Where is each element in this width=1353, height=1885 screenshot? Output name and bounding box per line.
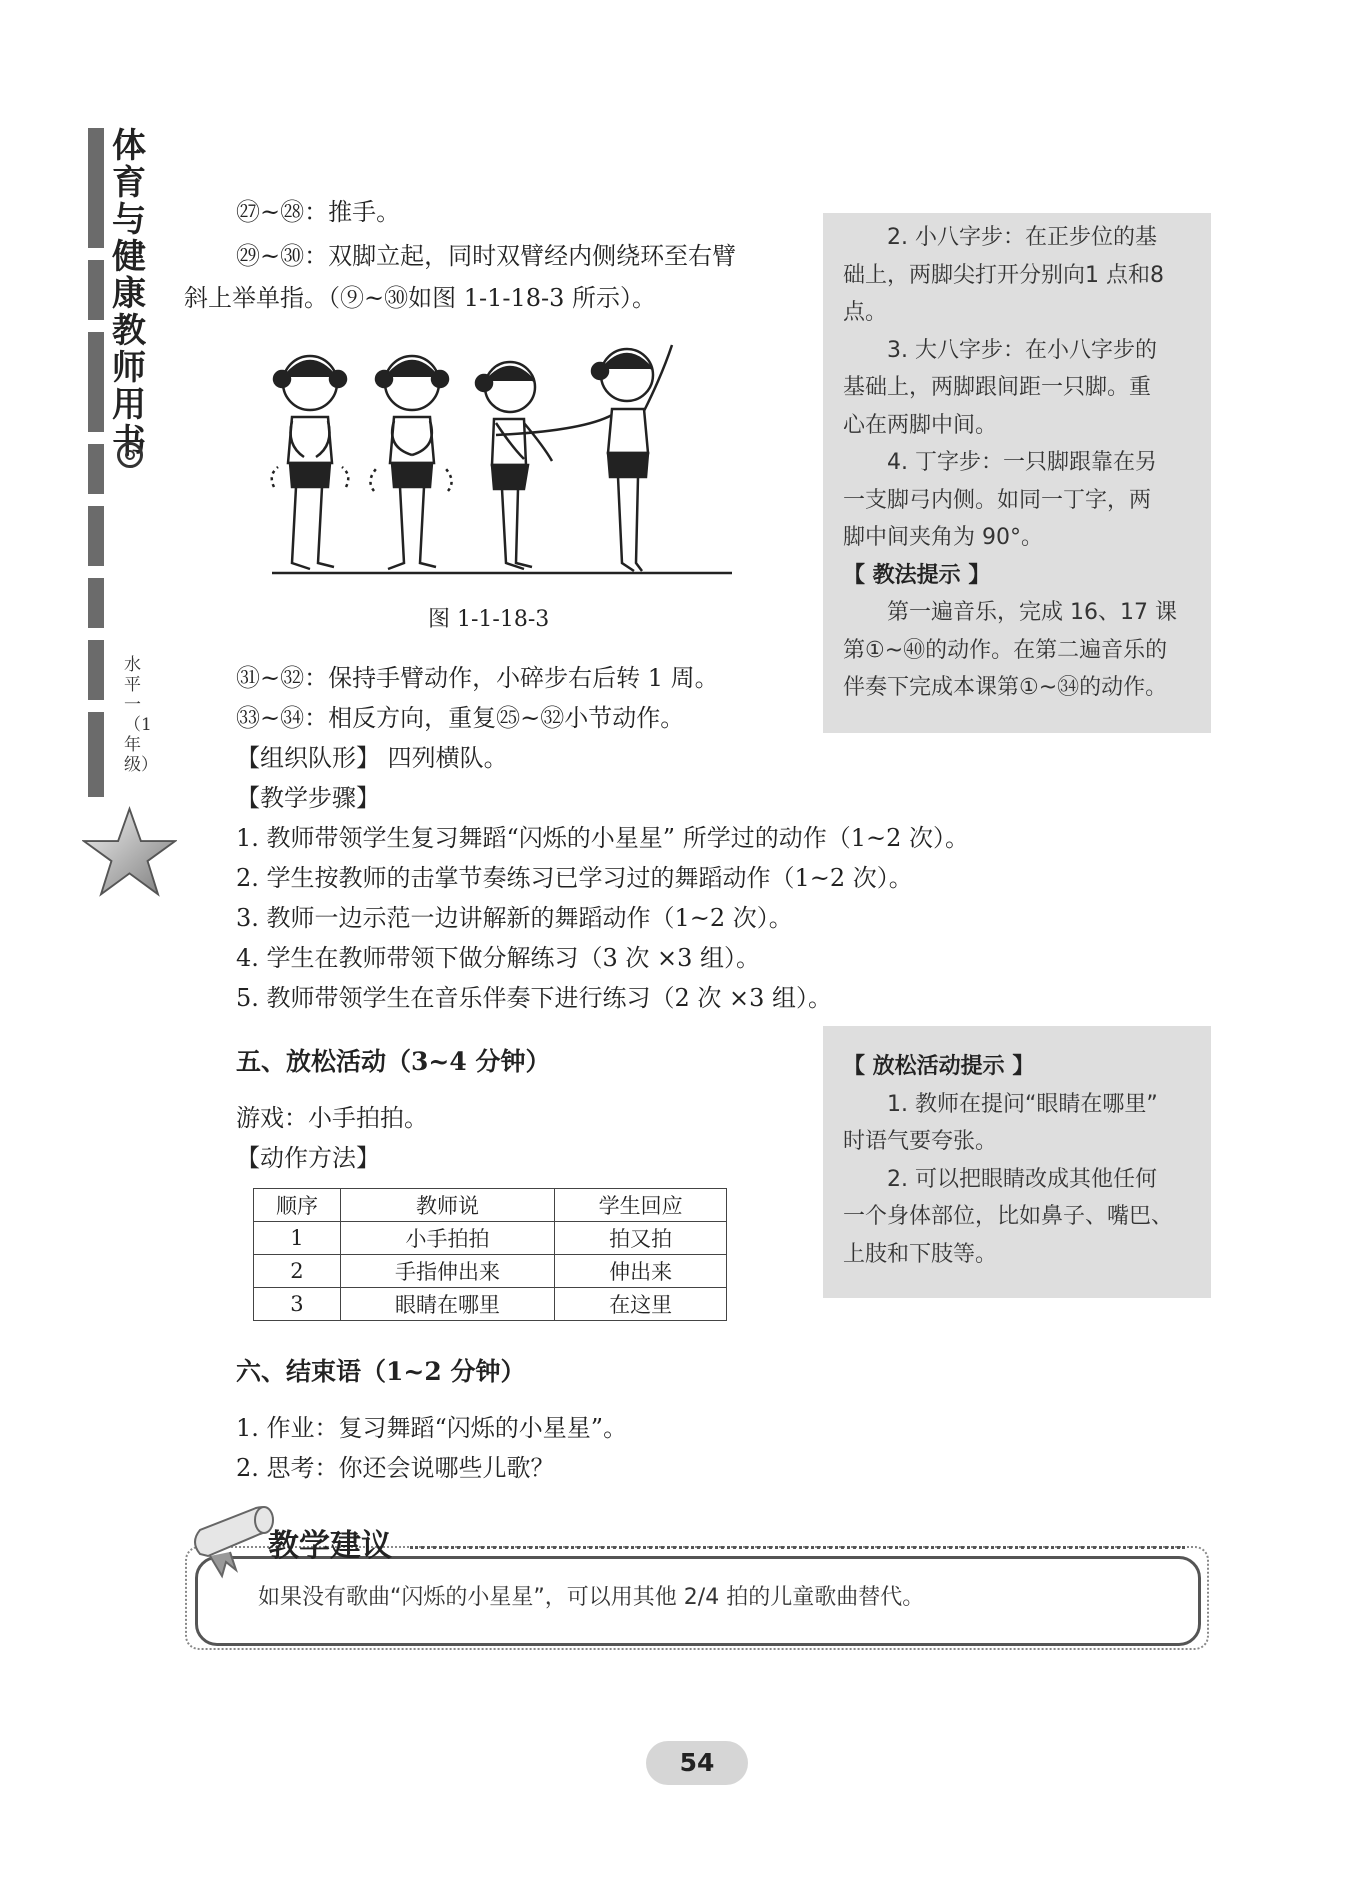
advice-text: 如果没有歌曲“闪烁的小星星”，可以用其他 2/4 拍的儿童歌曲替代。 xyxy=(258,1585,925,1610)
figure-caption: 图 1-1-18-3 xyxy=(428,607,550,632)
step-line-continuation: 斜上举单指。（⑨~㉚如图 1-1-18-3 所示）。 xyxy=(184,284,657,312)
book-title: 体育与健康教师用书 xyxy=(112,126,146,462)
relax-tip-box xyxy=(823,1026,1211,1298)
table-cell: 伸出来 xyxy=(555,1255,727,1288)
star-icon xyxy=(82,805,177,900)
side-bar-7 xyxy=(88,640,104,700)
side-bar-1 xyxy=(88,128,104,248)
step-line-31-32: ㉛~㉜：保持手臂动作，小碎步右后转 1 周。 xyxy=(236,664,719,692)
side-bar-2 xyxy=(88,260,104,320)
tip-line: 础上，两脚尖打开分别向1 点和8 xyxy=(843,262,1164,288)
tip-line: 脚中间夹角为 90°。 xyxy=(843,525,1043,550)
teaching-step: 5. 教师带领学生在音乐伴奏下进行练习（2 次 ×3 组）。 xyxy=(236,984,833,1012)
tip-line: 一支脚弓内侧。如同一丁字，两 xyxy=(843,487,1152,513)
closing-line: 1. 作业：复习舞蹈“闪烁的小星星”。 xyxy=(236,1414,628,1442)
method-heading: 【动作方法】 xyxy=(236,1144,380,1172)
table-row xyxy=(254,1255,727,1288)
dancer-figure-1 xyxy=(272,356,349,569)
teaching-step: 3. 教师一边示范一边讲解新的舞蹈动作（1~2 次）。 xyxy=(236,904,793,932)
side-bar-5 xyxy=(88,506,104,566)
table-cell: 2 xyxy=(254,1255,341,1288)
step-line-29-30: ㉙~㉚：双脚立起，同时双臂经内侧绕环至右臂 xyxy=(236,242,737,270)
step-line-33-34: ㉝~㉞：相反方向，重复㉕~㉜小节动作。 xyxy=(236,704,685,732)
table-cell: 1 xyxy=(254,1222,341,1255)
tip-line: 心在两脚中间。 xyxy=(843,412,998,438)
advice-title: 教学建议 xyxy=(268,1528,392,1564)
teaching-tip-box xyxy=(823,213,1211,733)
table-cell: 眼睛在哪里 xyxy=(340,1288,554,1321)
teaching-step: 2. 学生按教师的击掌节奏练习已学习过的舞蹈动作（1~2 次）。 xyxy=(236,864,913,892)
tip-body-line: 伴奏下完成本课第①~㉞的动作。 xyxy=(843,675,1168,700)
dancer-figure-2 xyxy=(370,356,451,569)
table-header: 顺序 xyxy=(254,1189,341,1222)
table-cell: 拍又拍 xyxy=(555,1222,727,1255)
game-line: 游戏：小手拍拍。 xyxy=(236,1104,428,1132)
tip-line: 4. 丁字步：一只脚跟靠在另 xyxy=(887,450,1157,475)
side-bar-6 xyxy=(88,578,104,628)
table-row xyxy=(254,1222,727,1255)
teaching-method-heading: 【 教法提示 】 xyxy=(843,562,991,588)
relax-tip-line: 2. 可以把眼睛改成其他任何 xyxy=(887,1166,1157,1192)
table-cell: 3 xyxy=(254,1288,341,1321)
relax-tip-line: 1. 教师在提问“眼睛在哪里” xyxy=(887,1091,1158,1117)
tip-line: 基础上，两脚跟间距一只脚。重 xyxy=(843,375,1152,400)
table-cell: 手指伸出来 xyxy=(340,1255,554,1288)
closing-line: 2. 思考：你还会说哪些儿歌？ xyxy=(236,1454,555,1482)
relax-tip-line: 时语气要夸张。 xyxy=(843,1129,998,1154)
table-header-row xyxy=(254,1189,727,1222)
table-row xyxy=(254,1288,727,1321)
circle-mark-icon xyxy=(117,442,143,468)
table-header: 教师说 xyxy=(340,1189,554,1222)
tip-line: 2. 小八字步：在正步位的基 xyxy=(887,225,1157,250)
section-relax-heading: 五、放松活动（3~4 分钟） xyxy=(236,1047,551,1076)
page-number: 54 xyxy=(646,1741,748,1785)
table-cell: 在这里 xyxy=(555,1288,727,1321)
advice-title-underline xyxy=(410,1546,1185,1549)
side-bar-4 xyxy=(88,444,104,494)
relax-tip-line: 上肢和下肢等。 xyxy=(843,1241,998,1267)
action-table xyxy=(253,1188,727,1321)
table-cell: 小手拍拍 xyxy=(340,1222,554,1255)
teaching-steps-heading: 【教学步骤】 xyxy=(236,784,380,812)
table-header: 学生回应 xyxy=(555,1189,727,1222)
side-bar-3 xyxy=(88,332,104,432)
relax-tip-heading: 【 放松活动提示 】 xyxy=(843,1054,1035,1079)
step-line-27-28: ㉗~㉘：推手。 xyxy=(236,198,401,226)
tip-line: 3. 大八字步：在小八字步的 xyxy=(887,337,1157,363)
grade-level: 水平一（1年级） xyxy=(124,655,158,775)
teaching-step: 4. 学生在教师带领下做分解练习（3 次 ×3 组）。 xyxy=(236,944,761,972)
side-bar-8 xyxy=(88,712,104,797)
tip-line: 点。 xyxy=(843,300,888,325)
tip-body-line: 第一遍音乐，完成 16、17 课 xyxy=(887,600,1177,625)
section-closing-heading: 六、结束语（1~2 分钟） xyxy=(236,1357,526,1386)
teaching-step: 1. 教师带领学生复习舞蹈“闪烁的小星星” 所学过的动作（1~2 次）。 xyxy=(236,824,969,852)
tip-body-line: 第①~㊵的动作。在第二遍音乐的 xyxy=(843,637,1168,663)
relax-tip-line: 一个身体部位，比如鼻子、嘴巴、 xyxy=(843,1204,1174,1229)
formation-line: 【组织队形】 四列横队。 xyxy=(236,744,508,772)
dance-figure-illustration xyxy=(262,335,742,580)
dancer-figure-3 xyxy=(476,362,552,569)
